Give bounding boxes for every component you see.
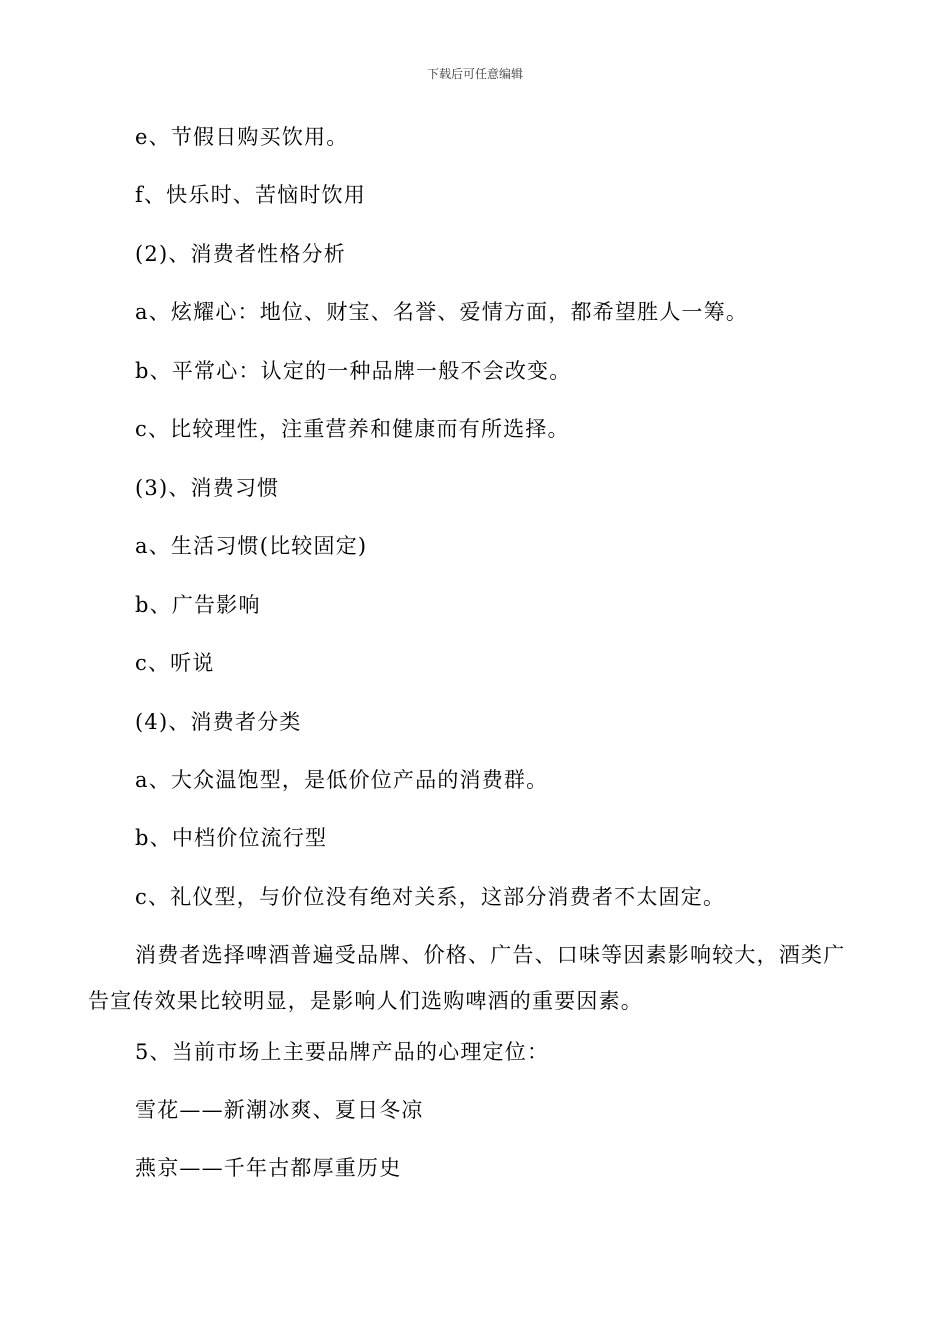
section-heading-personality: (2)、消费者性格分析 xyxy=(135,242,346,266)
list-item-ad-influence: b、广告影响 xyxy=(135,593,261,617)
list-item-life-habit: a、生活习惯(比较固定) xyxy=(135,534,368,558)
list-item-mood: f、快乐时、苦恼时饮用 xyxy=(135,183,366,207)
page-header: 下载后可任意编辑 xyxy=(426,67,523,81)
list-item-mid-range: b、中档价位流行型 xyxy=(135,826,328,850)
list-item-hearsay: c、听说 xyxy=(135,651,215,675)
list-item-etiquette: c、礼仪型，与价位没有绝对关系，这部分消费者不太固定。 xyxy=(135,885,726,909)
list-item-holiday: e、节假日购买饮用。 xyxy=(135,125,349,149)
paragraph-line-2: 告宣传效果比较明显，是影响人们选购啤酒的重要因素。 xyxy=(88,989,643,1013)
section-heading-brand-positioning: 5、当前市场上主要品牌产品的心理定位： xyxy=(135,1040,550,1064)
brand-item-yanjing: 燕京——千年古都厚重历史 xyxy=(135,1156,402,1180)
list-item-showoff: a、炫耀心：地位、财宝、名誉、爱情方面，都希望胜人一筹。 xyxy=(135,300,749,324)
brand-item-snow: 雪花——新潮冰爽、夏日冬凉 xyxy=(135,1098,424,1122)
list-item-ordinary: b、平常心：认定的一种品牌一般不会改变。 xyxy=(135,359,572,383)
list-item-mass: a、大众温饱型，是低价位产品的消费群。 xyxy=(135,768,549,792)
section-heading-classification: (4)、消费者分类 xyxy=(135,710,302,734)
section-heading-habits: (3)、消费习惯 xyxy=(135,476,280,500)
paragraph-line-1: 消费者选择啤酒普遍受品牌、价格、广告、口味等因素影响较大，酒类广 xyxy=(135,943,846,967)
list-item-rational: c、比较理性，注重营养和健康而有所选择。 xyxy=(135,417,570,441)
body-paragraph xyxy=(88,932,854,1024)
